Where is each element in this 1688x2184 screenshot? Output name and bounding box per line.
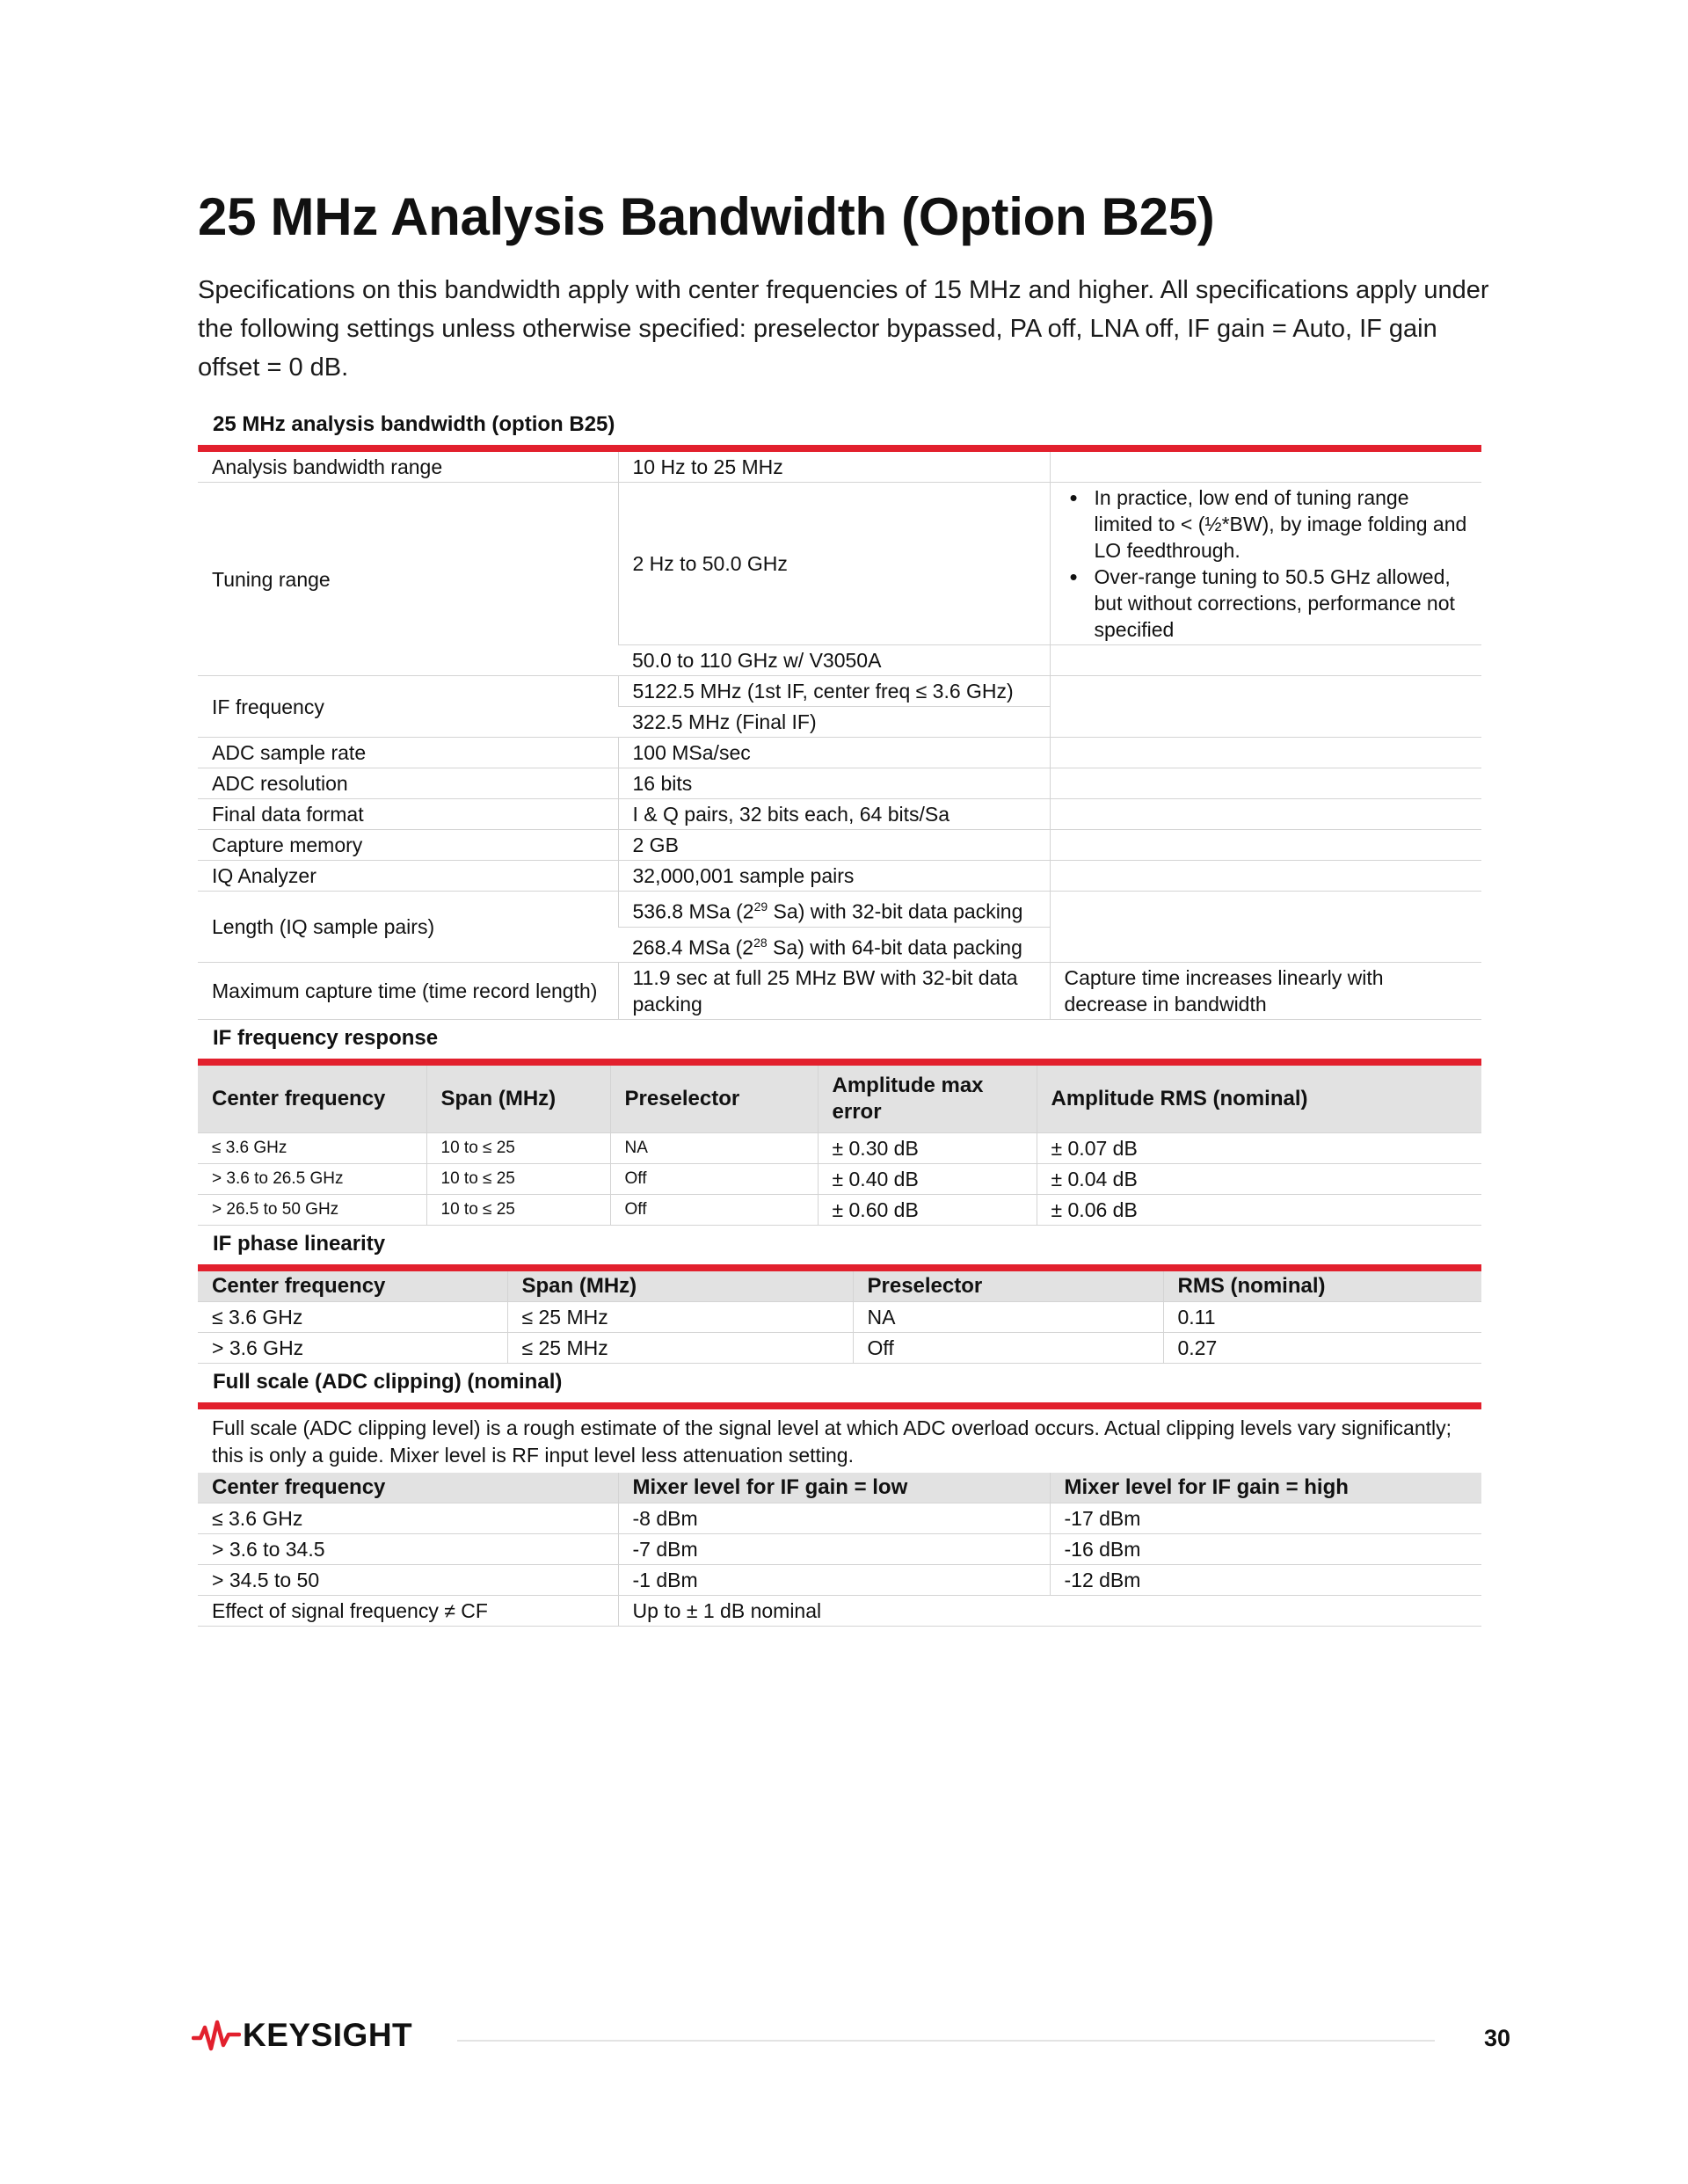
table-cell: ≤ 25 MHz	[507, 1332, 853, 1363]
table-cell: > 26.5 to 50 GHz	[198, 1194, 426, 1225]
brand-name: KEYSIGHT	[243, 2017, 413, 2053]
row-value: 11.9 sec at full 25 MHz BW with 32-bit data packing	[618, 963, 1050, 1020]
row-label: ADC resolution	[198, 768, 618, 799]
row-note	[1050, 799, 1481, 830]
row-label: Tuning range	[198, 483, 618, 676]
keysight-logo	[192, 2017, 412, 2054]
table-cell: ± 0.60 dB	[818, 1194, 1037, 1225]
table-cell: Off	[853, 1332, 1163, 1363]
full-scale-table	[198, 1473, 1481, 1627]
table-cell: -1 dBm	[618, 1564, 1050, 1595]
table-row	[198, 483, 1481, 645]
row-value: 2 GB	[618, 830, 1050, 861]
column-header: Preselector	[853, 1271, 1163, 1302]
spec-table-title: 25 MHz analysis bandwidth (option B25)	[213, 412, 615, 436]
row-value: 10 Hz to 25 MHz	[618, 452, 1050, 483]
table-row	[198, 1595, 1481, 1626]
table-row	[198, 1194, 1481, 1225]
row-label: Capture memory	[198, 830, 618, 861]
value-text: Sa) with 64-bit data packing	[767, 935, 1022, 959]
column-header: Mixer level for IF gain = high	[1050, 1473, 1481, 1503]
row-value: 5122.5 MHz (1st IF, center freq ≤ 3.6 GHz)	[618, 676, 1050, 707]
table-cell: 0.27	[1163, 1332, 1481, 1363]
table-cell: -7 dBm	[618, 1533, 1050, 1564]
tuning-notes-list	[1065, 484, 1468, 643]
table-cell: 10 to ≤ 25	[426, 1132, 610, 1163]
table-cell: ≤ 3.6 GHz	[198, 1132, 426, 1163]
table-cell: 10 to ≤ 25	[426, 1163, 610, 1194]
row-value: 16 bits	[618, 768, 1050, 799]
row-note	[1050, 768, 1481, 799]
table-cell: Effect of signal frequency ≠ CF	[198, 1595, 618, 1626]
row-note	[1050, 483, 1481, 645]
column-header: RMS (nominal)	[1163, 1271, 1481, 1302]
red-divider	[198, 1059, 1481, 1066]
row-label: Maximum capture time (time record length)	[198, 963, 618, 1020]
table-cell: 10 to ≤ 25	[426, 1194, 610, 1225]
row-label: Length (IQ sample pairs)	[198, 892, 618, 963]
row-note	[1050, 676, 1481, 738]
red-divider	[198, 445, 1481, 452]
exponent: 29	[753, 899, 768, 914]
row-value: 32,000,001 sample pairs	[618, 861, 1050, 892]
table-cell: > 3.6 to 26.5 GHz	[198, 1163, 426, 1194]
exponent: 28	[753, 935, 768, 950]
value-text: Sa) with 32-bit data packing	[768, 899, 1023, 923]
table-cell: Off	[610, 1163, 818, 1194]
table-cell: Up to ± 1 dB nominal	[618, 1595, 1481, 1626]
column-header: Center frequency	[198, 1066, 426, 1132]
red-divider	[198, 1264, 1481, 1271]
spec-content	[198, 406, 1481, 1627]
table-row	[198, 1301, 1481, 1332]
keysight-wave-icon	[192, 2019, 241, 2052]
table-row	[198, 738, 1481, 768]
column-header: Amplitude RMS (nominal)	[1037, 1066, 1481, 1132]
table-row	[198, 1503, 1481, 1533]
row-label: IF frequency	[198, 676, 618, 738]
table-row	[198, 768, 1481, 799]
row-value: 2 Hz to 50.0 GHz	[618, 483, 1050, 645]
spec-table	[198, 452, 1481, 1020]
table-cell: > 3.6 to 34.5	[198, 1533, 618, 1564]
row-label: ADC sample rate	[198, 738, 618, 768]
if-response-table	[198, 1066, 1481, 1226]
page-number: 30	[1484, 2025, 1511, 2051]
row-note	[1050, 645, 1481, 676]
column-header: Center frequency	[198, 1271, 507, 1302]
table-row	[198, 830, 1481, 861]
intro-paragraph: Specifications on this bandwidth apply with center frequencies of 15 MHz and higher. All specifications apply under the following settings unless otherwise specified: preselector bypassed, PA off, LNA off, IF gain = Auto, IF gain offset = 0 dB.	[198, 276, 1489, 382]
table-cell: ± 0.06 dB	[1037, 1194, 1481, 1225]
row-label: IQ Analyzer	[198, 861, 618, 892]
table-cell: NA	[853, 1301, 1163, 1332]
list-item: • In practice, low end of tuning range limited to < (½*BW), by image folding and LO feedthrough.	[1065, 484, 1468, 564]
row-label: Final data format	[198, 799, 618, 830]
table-row	[198, 1564, 1481, 1595]
table-cell: > 34.5 to 50	[198, 1564, 618, 1595]
row-note	[1050, 452, 1481, 483]
table-header-row	[198, 1271, 1481, 1302]
table-cell: ± 0.40 dB	[818, 1163, 1037, 1194]
value-text: 536.8 MSa (2	[632, 899, 754, 923]
table-row	[198, 1332, 1481, 1363]
phase-linearity-table	[198, 1271, 1481, 1364]
table-cell: NA	[610, 1132, 818, 1163]
column-header: Preselector	[610, 1066, 818, 1132]
footer-divider	[457, 2040, 1435, 2042]
row-value: 322.5 MHz (Final IF)	[618, 707, 1050, 738]
table-row	[198, 1132, 1481, 1163]
table-cell: -8 dBm	[618, 1503, 1050, 1533]
column-header: Amplitude max error	[818, 1066, 1037, 1132]
column-header: Span (MHz)	[507, 1271, 853, 1302]
full-scale-title: Full scale (ADC clipping) (nominal)	[213, 1369, 563, 1394]
table-row	[198, 799, 1481, 830]
row-value	[618, 892, 1050, 928]
row-note	[1050, 830, 1481, 861]
if-response-title: IF frequency response	[213, 1026, 439, 1051]
table-cell: ≤ 3.6 GHz	[198, 1301, 507, 1332]
table-cell: 0.11	[1163, 1301, 1481, 1332]
table-row	[198, 861, 1481, 892]
column-header: Center frequency	[198, 1473, 618, 1503]
table-header-row	[198, 1473, 1481, 1503]
table-row	[198, 676, 1481, 707]
list-item: • Over-range tuning to 50.5 GHz allowed, but without corrections, performance not specified	[1065, 564, 1468, 643]
table-row	[198, 1163, 1481, 1194]
phase-linearity-title: IF phase linearity	[213, 1231, 386, 1256]
red-divider	[198, 1402, 1481, 1409]
full-scale-note: Full scale (ADC clipping level) is a rough estimate of the signal level at which ADC overload occurs. Actual clipping levels vary significantly; this is only a guide. Mixer level is RF input level less attenuation setting.	[212, 1416, 1452, 1467]
value-text: 268.4 MSa (2	[632, 935, 754, 959]
table-row	[198, 892, 1481, 928]
table-cell: ± 0.04 dB	[1037, 1163, 1481, 1194]
row-note	[1050, 892, 1481, 963]
table-cell: Off	[610, 1194, 818, 1225]
table-cell: -17 dBm	[1050, 1503, 1481, 1533]
row-value: 50.0 to 110 GHz w/ V3050A	[618, 645, 1050, 676]
column-header: Span (MHz)	[426, 1066, 610, 1132]
table-cell: -16 dBm	[1050, 1533, 1481, 1564]
row-label: Analysis bandwidth range	[198, 452, 618, 483]
page-title: 25 MHz Analysis Bandwidth (Option B25)	[198, 187, 1215, 246]
table-header-row	[198, 1066, 1481, 1132]
table-cell: > 3.6 GHz	[198, 1332, 507, 1363]
row-note	[1050, 861, 1481, 892]
row-value: 100 MSa/sec	[618, 738, 1050, 768]
row-value: I & Q pairs, 32 bits each, 64 bits/Sa	[618, 799, 1050, 830]
row-value	[618, 927, 1050, 963]
table-cell: ± 0.07 dB	[1037, 1132, 1481, 1163]
row-note: Capture time increases linearly with decrease in bandwidth	[1050, 963, 1481, 1020]
table-row	[198, 452, 1481, 483]
table-row	[198, 963, 1481, 1020]
column-header: Mixer level for IF gain = low	[618, 1473, 1050, 1503]
row-note	[1050, 738, 1481, 768]
table-cell: ≤ 25 MHz	[507, 1301, 853, 1332]
table-cell: ≤ 3.6 GHz	[198, 1503, 618, 1533]
table-cell: -12 dBm	[1050, 1564, 1481, 1595]
table-cell: ± 0.30 dB	[818, 1132, 1037, 1163]
table-row	[198, 1533, 1481, 1564]
